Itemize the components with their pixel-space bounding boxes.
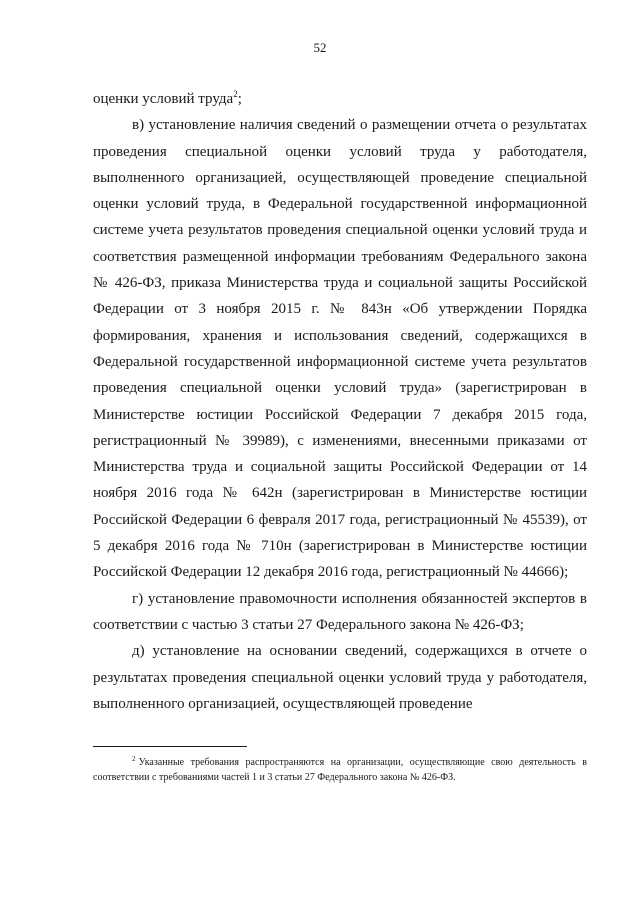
document-body bbox=[93, 86, 587, 717]
paragraph-punctuation: ; bbox=[237, 91, 242, 107]
footnote-separator bbox=[93, 746, 247, 747]
footnote-reference[interactable]: 2 bbox=[233, 89, 238, 99]
page-number: 52 bbox=[313, 40, 327, 55]
paragraph-text: оценки условий труда bbox=[93, 91, 234, 107]
paragraph-item-d: д) установление на основании сведений, содержащихся в отчете о результатах проведения специальной оценки условий труда у работодателя, выполненного организацией, осуществляющей проведение bbox=[93, 643, 587, 712]
footnote-mark: 2 bbox=[132, 755, 136, 763]
paragraph-continuation bbox=[93, 86, 587, 112]
paragraph-item-v: в) установление наличия сведений о размещении отчета о результатах проведения специальной оценки условий труда у работодателя, выполненного организацией, осуществляющей проведение специальной оценки условий труда, в Федеральной государственной информационной системе учета результатов проведения специальной оценки условий труда и соответствия размещенной информации требованиям Федерального закона № 426-ФЗ, приказа Министерства труда и социальной защиты Российской Федерации от 3 ноября 2015 г. № 843н «Об утверждении Порядка формирования, хранения и использования сведений, содержащихся в Федеральной государственной информационной системе учета результатов проведения специальной оценки условий труда» (зарегистрирован в Министерстве юстиции Российской Федерации 7 декабря 2015 года, регистрационный № 39989), с изменениями, внесенными приказами от Министерства труда и социальной защиты Российской Федерации от 14 ноября 2016 года № 642н (зарегистрирован в Министерстве юстиции Российской Федерации 6 февраля 2017 года, регистрационный № 45539), от 5 декабря 2016 года № 710н (зарегистрирован в Министерстве юстиции Российской Федерации 12 декабря 2016 года, регистрационный № 44666); bbox=[93, 117, 587, 581]
footnote bbox=[93, 755, 587, 785]
footnote-text: Указанные требования распространяются на организации, осуществляющие свою деятельность в соответствии с требованиями частей 1 и 3 статьи 27 Федерального закона № 426-ФЗ. bbox=[93, 757, 587, 783]
paragraph-item-g: г) установление правомочности исполнения обязанностей экспертов в соответствии с частью 3 статьи 27 Федерального закона № 426-ФЗ; bbox=[93, 590, 587, 633]
